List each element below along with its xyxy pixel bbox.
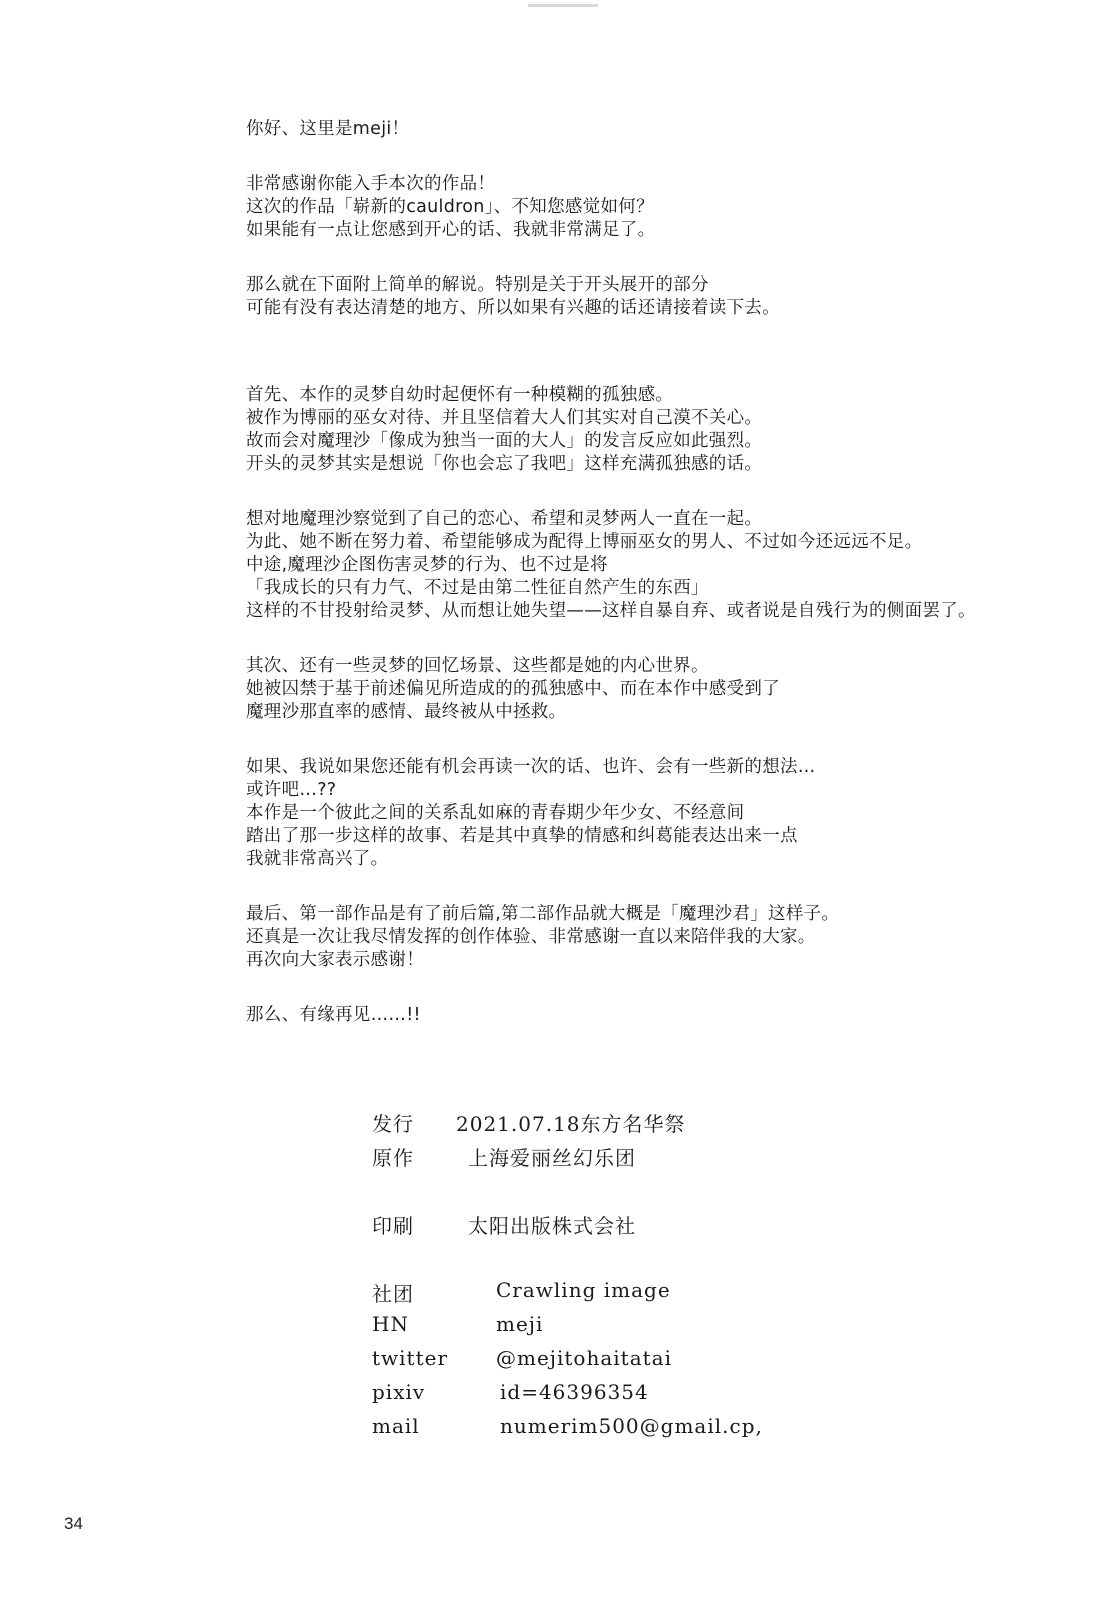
pixiv-label: pixiv bbox=[372, 1380, 426, 1404]
text-line: 其次、还有一些灵梦的回忆场景、这些都是她的内心世界。 bbox=[246, 656, 709, 676]
text-line: 可能有没有表达清楚的地方、所以如果有兴趣的话还请接着读下去。 bbox=[246, 298, 780, 318]
colophon-row-release bbox=[372, 1108, 932, 1142]
colophon-row-pixiv bbox=[372, 1380, 932, 1414]
text-line: 这次的作品「崭新的cauldron」、不知您感觉如何？ bbox=[246, 197, 654, 217]
paragraph-marisa bbox=[246, 508, 1046, 623]
paragraph-closing bbox=[246, 903, 1046, 972]
paragraph-reimu bbox=[246, 384, 1046, 476]
text-line: 开头的灵梦其实是想说「你也会忘了我吧」这样充满孤独感的话。 bbox=[246, 454, 763, 474]
text-line: 那么、有缘再见……!! bbox=[246, 1005, 421, 1025]
pixiv-value: id=46396354 bbox=[500, 1380, 649, 1404]
text-line: 最后、第一部作品是有了前后篇,第二部作品就大概是「魔理沙君」这样子。 bbox=[246, 904, 840, 924]
paragraph-intro bbox=[246, 274, 1046, 320]
paragraph-memories bbox=[246, 655, 1046, 724]
text-line: 「我成长的只有力气、不过是由第二性征自然产生的东西」 bbox=[246, 578, 709, 598]
colophon-row-circle bbox=[372, 1278, 932, 1312]
text-line: 为此、她不断在努力着、希望能够成为配得上博丽巫女的男人、不过如今还远远不足。 bbox=[246, 532, 923, 552]
print-label: 印刷 bbox=[372, 1214, 414, 1238]
hn-value: meji bbox=[496, 1312, 544, 1336]
text-line: 踏出了那一步这样的故事、若是其中真挚的情感和纠葛能表达出来一点 bbox=[246, 826, 798, 846]
text-line: 被作为博丽的巫女对待、并且坚信着大人们其实对自己漠不关心。 bbox=[246, 408, 763, 428]
text-line: 如果、我说如果您还能有机会再读一次的话、也许、会有一些新的想法… bbox=[246, 757, 816, 777]
text-line: 故而会对魔理沙「像成为独当一面的大人」的发言反应如此强烈。 bbox=[246, 431, 763, 451]
text-line: 这样的不甘投射给灵梦、从而想让她失望——这样自暴自弃、或者说是自残行为的侧面罢了。 bbox=[246, 601, 976, 621]
text-line: 我就非常高兴了。 bbox=[246, 849, 389, 869]
release-label: 发行 bbox=[372, 1112, 414, 1136]
paragraph-farewell bbox=[246, 1004, 1046, 1027]
hn-label: HN bbox=[372, 1312, 409, 1336]
colophon-row-print bbox=[372, 1210, 932, 1244]
twitter-label: twitter bbox=[372, 1346, 449, 1370]
page-number: 34 bbox=[64, 1514, 83, 1533]
colophon-row-mail bbox=[372, 1414, 932, 1448]
text-line: 魔理沙那直率的感情、最终被从中拯救。 bbox=[246, 702, 567, 722]
mail-label: mail bbox=[372, 1414, 420, 1438]
colophon-row-hn bbox=[372, 1312, 932, 1346]
text-line: 或许吧…?? bbox=[246, 780, 337, 800]
text-line: 她被囚禁于基于前述偏见所造成的的孤独感中、而在本作中感受到了 bbox=[246, 679, 780, 699]
afterword-text bbox=[246, 118, 1046, 1027]
mail-value: numerim500@gmail.cp, bbox=[500, 1414, 763, 1438]
print-value: 太阳出版株式会社 bbox=[468, 1214, 636, 1238]
text-line: 非常感谢你能入手本次的作品！ bbox=[246, 174, 496, 194]
original-value: 上海爱丽丝幻乐团 bbox=[468, 1146, 636, 1170]
paragraph-reread bbox=[246, 756, 1046, 871]
text-line: 再次向大家表示感谢！ bbox=[246, 950, 424, 970]
original-label: 原作 bbox=[372, 1146, 414, 1170]
circle-label: 社团 bbox=[372, 1282, 414, 1306]
paragraph-greeting bbox=[246, 118, 1046, 141]
circle-value: Crawling image bbox=[496, 1278, 671, 1302]
colophon bbox=[372, 1108, 932, 1448]
text-line: 那么就在下面附上简单的解说。特别是关于开头展开的部分 bbox=[246, 275, 709, 295]
colophon-row-original bbox=[372, 1142, 932, 1176]
text-line: 想对地魔理沙察觉到了自己的恋心、希望和灵梦两人一直在一起。 bbox=[246, 509, 763, 529]
text-line: 首先、本作的灵梦自幼时起便怀有一种模糊的孤独感。 bbox=[246, 385, 674, 405]
colophon-row-twitter bbox=[372, 1346, 932, 1380]
text-line: 中途,魔理沙企图伤害灵梦的行为、也不过是将 bbox=[246, 555, 608, 575]
text-line: 如果能有一点让您感到开心的话、我就非常满足了。 bbox=[246, 220, 656, 240]
twitter-value: @mejitohaitatai bbox=[496, 1346, 672, 1370]
scan-mark bbox=[528, 4, 598, 7]
text-line: 你好、这里是meji！ bbox=[246, 119, 410, 139]
text-line: 还真是一次让我尽情发挥的创作体验、非常感谢一直以来陪伴我的大家。 bbox=[246, 927, 816, 947]
release-value: 2021.07.18东方名华祭 bbox=[456, 1112, 686, 1136]
text-line: 本作是一个彼此之间的关系乱如麻的青春期少年少女、不经意间 bbox=[246, 803, 745, 823]
paragraph-thanks bbox=[246, 173, 1046, 242]
